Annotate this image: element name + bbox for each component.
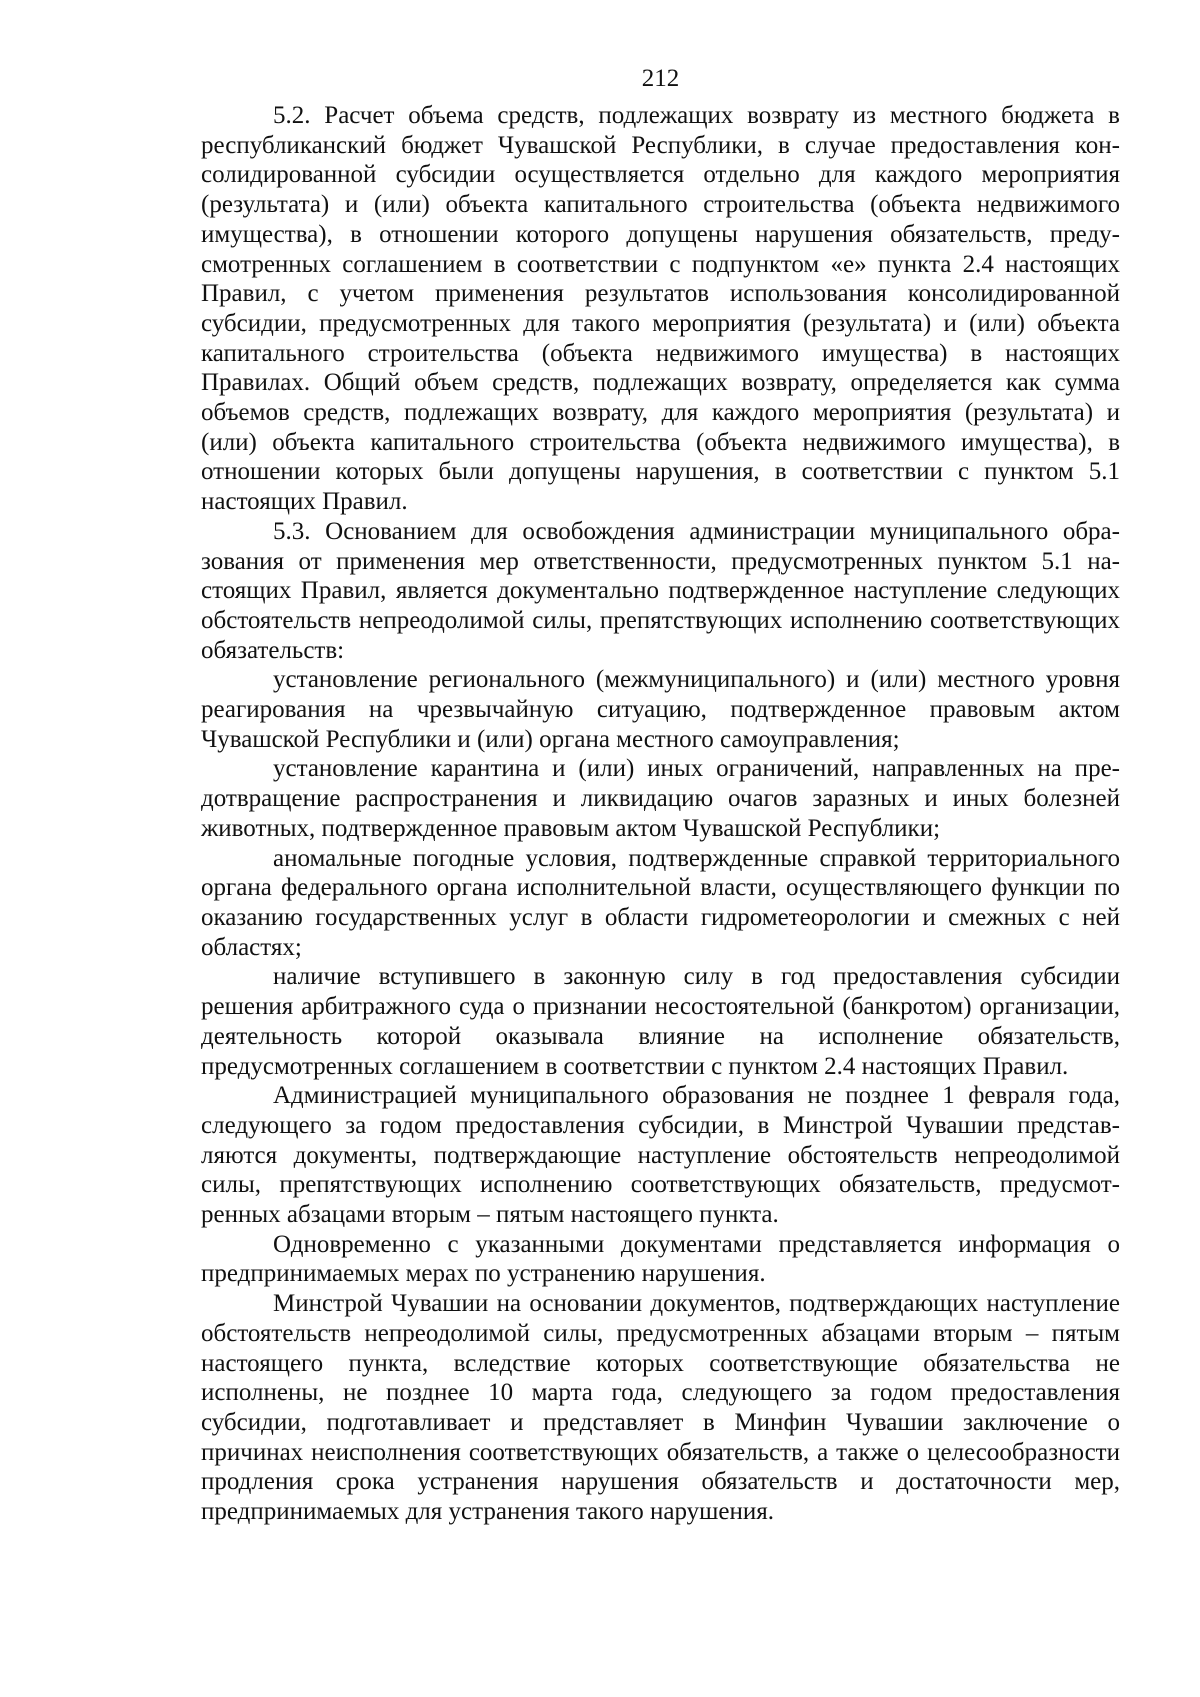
paragraph-5-2: 5.2. Расчет объема средств, подлежащих возврату из местного бюджета в республиканский бюджет Чувашской Республики, в случае предоставления консолидированной субсидии осуществляется отдельно для каждого мероприятия (результата) и (или) объекта капитального строительства (объекта недвижимого имущества), в отношении которого допущены нарушения обязательств, предусмотренных соглашением в соответствии с подпунктом «е» пункта 2.4 настоящих Правил, с учетом применения результатов использования консолидированной субсидии, предусмотренных для такого мероприятия (результата) и (или) объекта капитального строительства (объекта недвижимого имущества) в настоящих Правилах. Общий объем средств, подлежащих возврату, определяется как сумма объемов средств, подлежащих возврату, для каждого мероприятия (результата) и (или) объекта капитального строительства (объекта недвижимого имущества), в отношении которых были допущены нарушения, в соответствии с пунктом 5.1 настоящих Правил. — [201, 102, 1120, 516]
paragraph-quarantine: установление карантина и (или) иных ограничений, направленных на предотвращение распространения и ликвидацию очагов заразных и иных болезней животных, подтвержденное правовым актом Чувашской Республики; — [201, 755, 1120, 842]
paragraph-minstroy-conclusion: Минстрой Чувашии на основании документов, подтверждающих наступление обстоятельств непреодолимой силы, предусмотренных абзацами вторым – пятым настоящего пункта, вследствие которых соответствующие обязательства не исполнены, не позднее 10 марта года, следующего за годом предоставления субсидии, подготавливает и представляет в Минфин Чувашии заключение о причинах неисполнения соответствующих обязательств, а также о целесообразности продления срока устранения нарушения обязательств и достаточности мер, предпринимаемых для устранения такого нарушения. — [201, 1290, 1120, 1526]
page-number: 212 — [641, 65, 680, 92]
paragraph-emergency-response: установление регионального (межмуниципального) и (или) местного уровня реагирования на чрезвычайную ситуацию, подтвержденное правовым актом Чувашской Республики и (или) органа местного самоуправления; — [201, 666, 1120, 753]
paragraph-weather-conditions: аномальные погодные условия, подтвержденные справкой территориального органа федерального органа исполнительной власти, осуществляющего функции по оказанию государственных услуг в области гидрометеорологии и смежных с ней областях; — [201, 844, 1120, 961]
paragraph-bankruptcy: наличие вступившего в законную силу в год предоставления субсидии решения арбитражного суда о признании несостоятельной (банкротом) организации, деятельность которой оказывала влияние на исполнение обязательств, предусмотренных соглашением в соответствии с пунктом 2.4 настоящих Правил. — [201, 963, 1120, 1080]
paragraph-measures-info: Одновременно с указанными документами представляется информация о предпринимаемых мерах по устранению нарушения. — [201, 1230, 1120, 1288]
paragraph-documents-submission: Администрацией муниципального образования не позднее 1 февраля года, следующего за годом предоставления субсидии, в Минстрой Чувашии представляются документы, подтверждающие наступление обстоятельств непреодолимой силы, препятствующих исполнению соответствующих обязательств, предусмотренных абзацами вторым – пятым настоящего пункта. — [201, 1082, 1120, 1229]
paragraph-5-3: 5.3. Основанием для освобождения администрации муниципального образования от применения мер ответственности, предусмотренных пунктом 5.1 настоящих Правил, является документально подтвержденное наступление следующих обстоятельств непреодолимой силы, препятствующих исполнению соответствующих обязательств: — [201, 517, 1120, 664]
document-page — [201, 64, 1120, 1527]
